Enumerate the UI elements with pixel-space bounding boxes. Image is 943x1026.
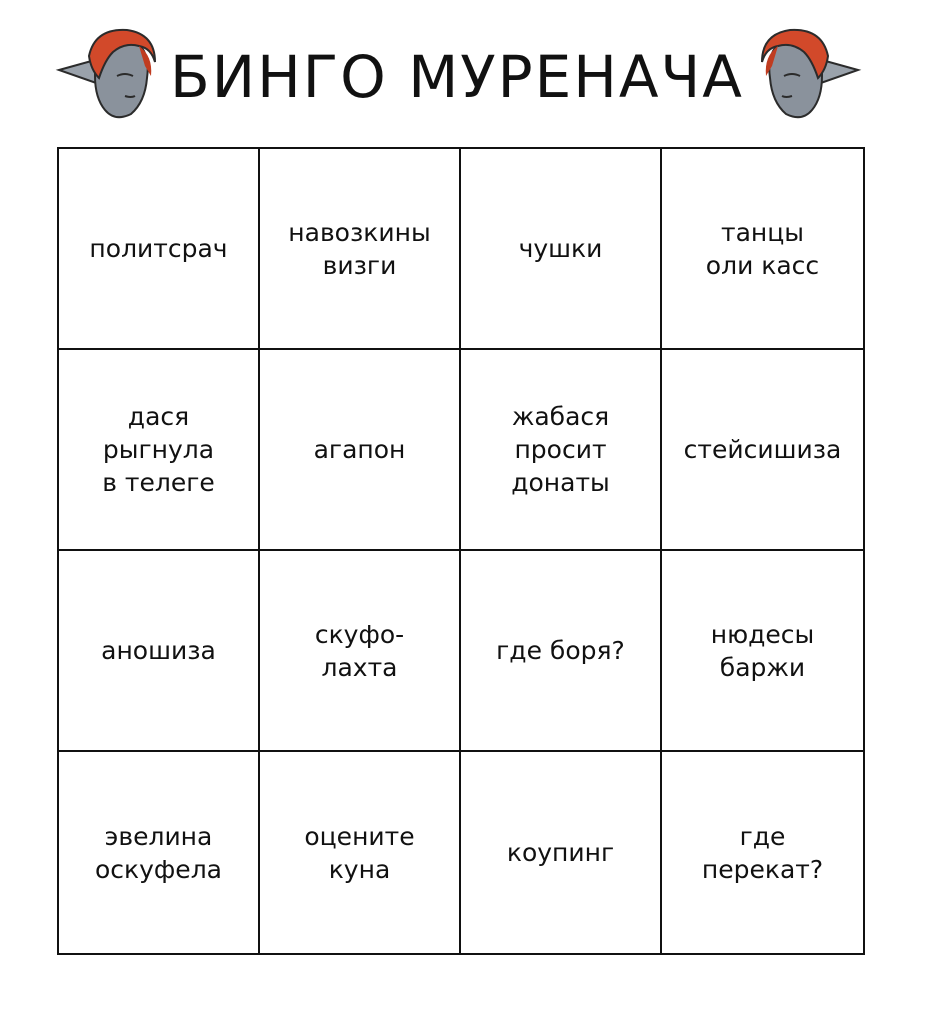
bingo-cell[interactable]: нюдесы баржи <box>662 551 863 752</box>
bingo-cell[interactable]: эвелина оскуфела <box>59 752 260 953</box>
bingo-cell[interactable]: коупинг <box>461 752 662 953</box>
bingo-cell[interactable]: аношиза <box>59 551 260 752</box>
bingo-cell[interactable]: навозкины визги <box>260 149 461 350</box>
bingo-cell[interactable]: чушки <box>461 149 662 350</box>
elf-portrait-icon <box>752 26 862 122</box>
bingo-grid <box>57 147 865 955</box>
bingo-cell[interactable]: танцы оли касс <box>662 149 863 350</box>
page-title: БИНГО МУРЕНАЧА <box>170 43 744 111</box>
bingo-cell[interactable]: жабася просит донаты <box>461 350 662 551</box>
bingo-cell[interactable]: агапон <box>260 350 461 551</box>
bingo-cell[interactable]: где перекат? <box>701 821 824 884</box>
header <box>0 22 943 132</box>
bingo-cell[interactable]: скуфо- лахта <box>260 551 461 752</box>
bingo-cell[interactable]: где боря? <box>461 551 662 752</box>
bingo-cell[interactable]: стейсишиза <box>662 350 863 551</box>
bingo-cell[interactable]: политсрач <box>59 149 260 350</box>
bingo-cell[interactable]: оцените куна <box>260 752 461 953</box>
bingo-cell[interactable]: дася рыгнула в телеге <box>59 350 260 551</box>
elf-portrait-icon <box>55 26 165 122</box>
